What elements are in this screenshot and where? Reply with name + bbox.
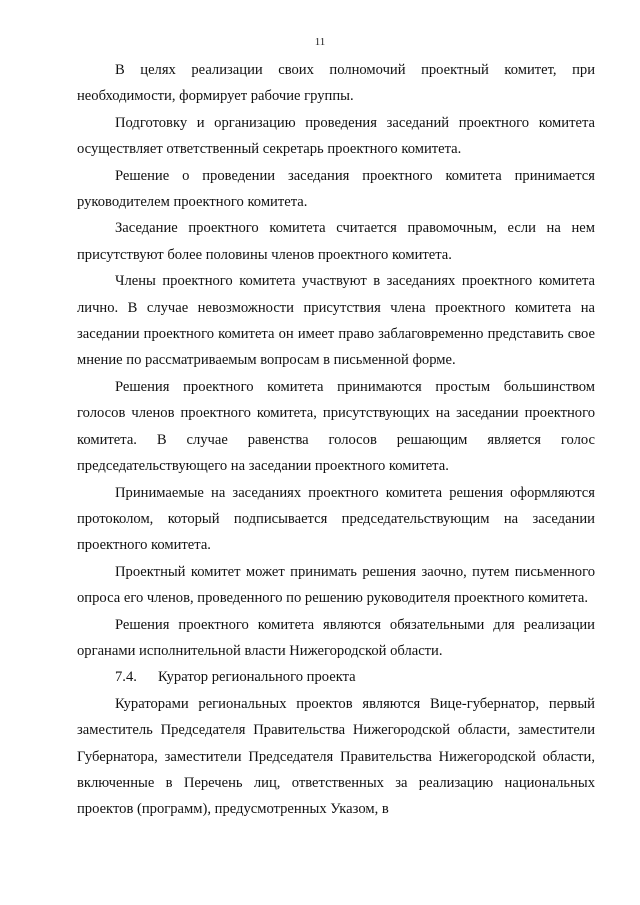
paragraph: Решения проектного комитета являются обязательными для реализации органами исполнительной власти Нижегородской области. bbox=[77, 616, 595, 659]
paragraph: Проектный комитет может принимать решения заочно, путем письменного опроса его членов, проведенного по решению руководителя проектного комитета. bbox=[77, 563, 595, 607]
document-body bbox=[77, 57, 595, 823]
paragraph: Члены проектного комитета участвуют в заседаниях проектного комитета лично. В случае невозможности присутствия члена проектного комитета на заседании проектного комитета он имеет право заблаговременно представить свое мнение по рассматриваемым вопросам в письменной форме. bbox=[77, 273, 595, 369]
paragraph: Заседание проектного комитета считается правомочным, если на нем присутствуют более половины членов проектного комитета. bbox=[77, 220, 595, 263]
paragraph: В целях реализации своих полномочий проектный комитет, при необходимости, формирует рабочие группы. bbox=[77, 62, 595, 105]
paragraph: Подготовку и организацию проведения заседаний проектного комитета осуществляет ответственный секретарь проектного комитета. bbox=[77, 114, 595, 158]
page-number: 11 bbox=[314, 36, 326, 48]
paragraph: Решение о проведении заседания проектного комитета принимается руководителем проектного комитета. bbox=[77, 167, 595, 211]
paragraph: Кураторами региональных проектов являются Вице-губернатор, первый заместитель Председателя Правительства Нижегородской области, заместители Губернатора, заместители Председателя Правительства Нижегородской области, включенные в Перечень лиц, ответственных за реализацию национальных проектов (программ), предусмотренных Указом, в bbox=[77, 695, 595, 818]
section-number: 7.4. bbox=[115, 669, 137, 686]
section-heading bbox=[77, 664, 595, 690]
paragraph: Решения проектного комитета принимаются простым большинством голосов членов проектного комитета, присутствующих на заседании проектного комитета. В случае равенства голосов решающим является голос председательствующего на заседании проектного комитета. bbox=[77, 378, 595, 475]
section-title: Куратор регионального проекта bbox=[158, 669, 356, 686]
paragraph: Принимаемые на заседаниях проектного комитета решения оформляются протоколом, который подписывается председательствующим на заседании проектного комитета. bbox=[77, 484, 595, 554]
